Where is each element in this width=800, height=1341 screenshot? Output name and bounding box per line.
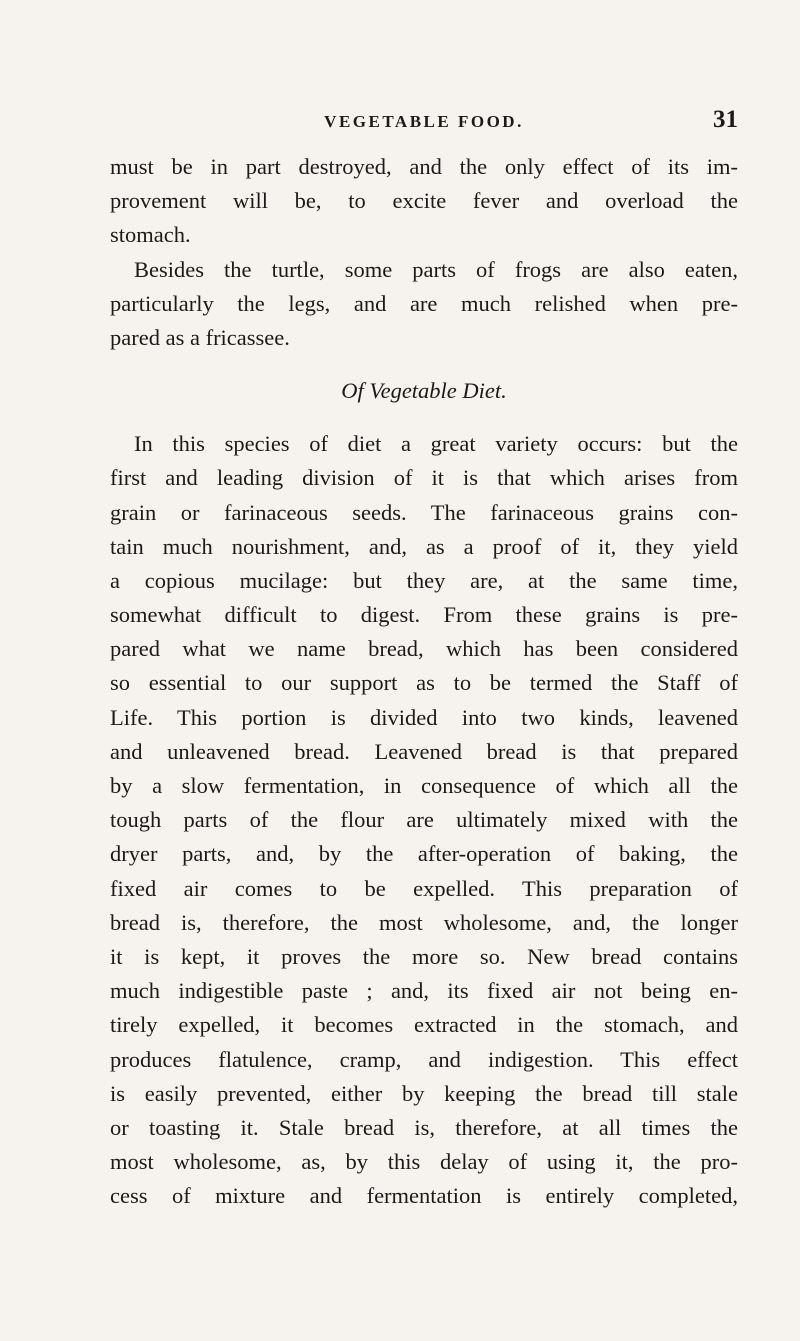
text-line: Besides the turtle, some parts of frogs are also eaten, <box>134 256 738 282</box>
text-line: tough parts of the flour are ultimately mixed with the <box>110 807 738 833</box>
text-line: In this species of diet a great variety occurs: but the <box>134 431 738 457</box>
text-line: fixed air comes to be expelled. This preparation of <box>110 875 738 901</box>
text-line: most wholesome, as, by this delay of using it, the pro- <box>110 1149 738 1175</box>
paragraph-3 <box>110 427 738 1213</box>
text-line: a copious mucilage: but they are, at the same time, <box>110 567 738 593</box>
text-line: must be in part destroyed, and the only effect of its im- <box>110 154 738 179</box>
text-line: stomach. <box>110 222 191 248</box>
text-line: provement will be, to excite fever and overload the <box>110 188 738 214</box>
body-text <box>110 150 738 1213</box>
text-line: or toasting it. Stale bread is, therefore, at all times the <box>110 1114 738 1140</box>
page-number: 31 <box>713 106 738 133</box>
text-line: pared what we name bread, which has been considered <box>110 636 738 662</box>
text-line: and unleavened bread. Leavened bread is that prepared <box>110 738 738 764</box>
text-line: Life. This portion is divided into two kinds, leavened <box>110 704 738 730</box>
running-head <box>110 106 738 140</box>
text-line: particularly the legs, and are much relished when pre- <box>110 290 738 316</box>
text-line: cess of mixture and fermentation is entirely completed, <box>110 1183 738 1209</box>
text-line: first and leading division of it is that which arises from <box>110 465 738 491</box>
text-line: is easily prevented, either by keeping the bread till stale <box>110 1080 738 1106</box>
text-line: dryer parts, and, by the after-operation of baking, the <box>110 841 738 867</box>
section-heading: Of Vegetable Diet. <box>341 378 507 404</box>
text-line: by a slow fermentation, in consequence of which all the <box>110 773 738 798</box>
text-line: so essential to our support as to be termed the Staff of <box>110 670 738 696</box>
text-line: pared as a fricassee. <box>110 324 290 350</box>
section-spacer <box>110 355 738 369</box>
text-line: it is kept, it proves the more so. New bread contains <box>110 943 738 969</box>
running-head-title: VEGETABLE FOOD. <box>324 112 524 131</box>
text-line: produces flatulence, cramp, and indigestion. This effect <box>110 1046 738 1072</box>
text-line: somewhat difficult to digest. From these grains is pre- <box>110 602 738 628</box>
section-spacer <box>110 413 738 427</box>
text-line: grain or farinaceous seeds. The farinaceous grains con- <box>110 499 738 525</box>
paragraph-2 <box>110 253 738 356</box>
text-line: tain much nourishment, and, as a proof of it, they yield <box>110 533 738 559</box>
text-line: bread is, therefore, the most wholesome, and, the longer <box>110 909 738 935</box>
text-line: much indigestible paste ; and, its fixed air not being en- <box>110 978 738 1004</box>
text-line: tirely expelled, it becomes extracted in the stomach, and <box>110 1012 738 1038</box>
paragraph-1 <box>110 150 738 253</box>
